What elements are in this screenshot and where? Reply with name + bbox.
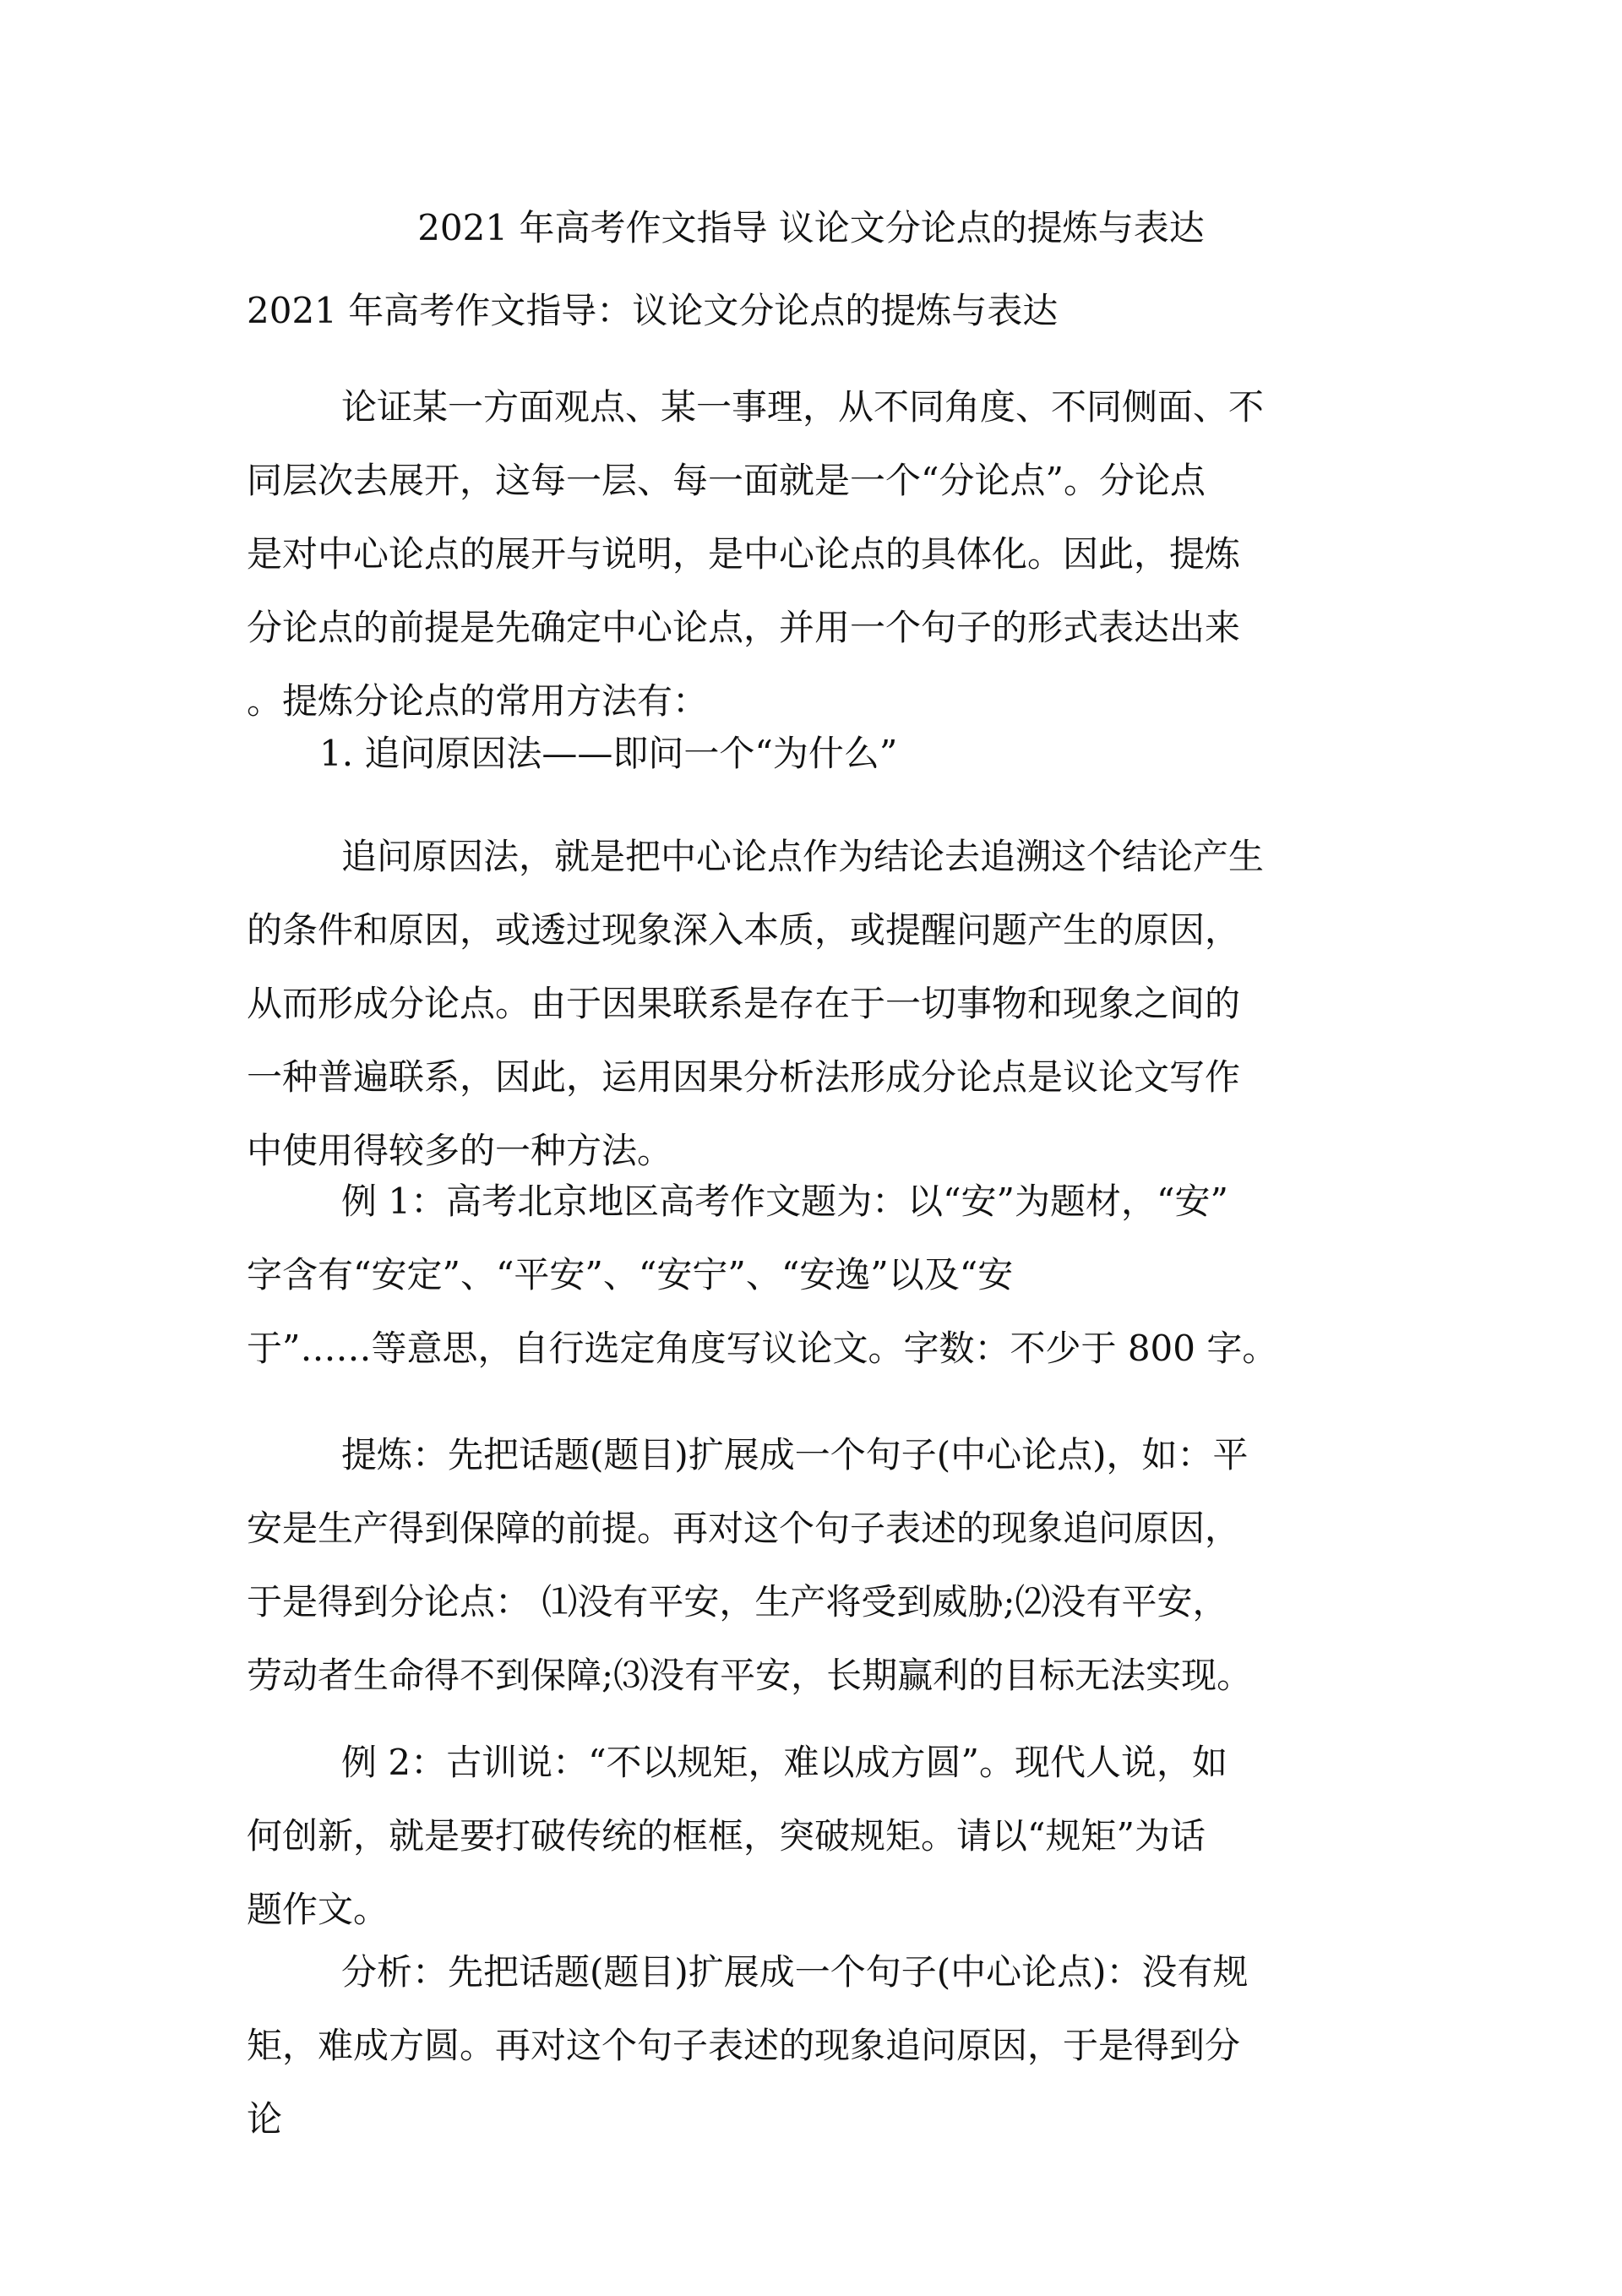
refine-line: 于是得到分论点： ⑴没有平安，生产将受到威胁;⑵没有平安， [247,1581,1228,1622]
example-1-paragraph [247,1164,1358,1385]
intro-line: 。提炼分论点的常用方法有： [247,680,709,722]
method-1-line: 中使用得较多的一种方法。 [247,1130,673,1171]
example-2-line: 例 2：古训说：“不以规矩，难以成方圆”。现代人说，如 [341,1742,1228,1783]
analysis-line: 论 [247,2098,283,2140]
refine-line: 劳动者生命得不到保障;⑶没有平安，长期赢利的目标无法实现。 [247,1655,1253,1696]
intro-paragraph [247,370,1358,738]
analysis-paragraph [247,1935,1358,2156]
method-1-paragraph [247,820,1358,1187]
intro-line: 是对中心论点的展开与说明，是中心论点的具体化。因此，提炼 [247,533,1241,575]
document-title: 2021 年高考作文指导 议论文分论点的提炼与表达 [417,207,1205,248]
document-subtitle: 2021 年高考作文指导：议论文分论点的提炼与表达 [247,290,1059,331]
method-1-line: 一种普遍联系，因此，运用因果分析法形成分论点是议论文写作 [247,1056,1241,1098]
example-2-line: 何创新，就是要打破传统的框框，突破规矩。请以“规矩”为话 [247,1815,1206,1857]
refine-line: 安是生产得到保障的前提。再对这个句子表述的现象追问原因， [247,1508,1241,1549]
refine-paragraph [247,1418,1358,1712]
intro-line: 论证某一方面观点、某一事理，从不同角度、不同侧面、不 [341,386,1265,428]
analysis-line: 矩，难成方圆。再对这个句子表述的现象追问原因，于是得到分 [247,2025,1241,2066]
example-2-paragraph [247,1726,1358,1946]
method-1-line: 追问原因法，就是把中心论点作为结论去追溯这个结论产生 [341,836,1265,877]
analysis-line: 分析：先把话题(题目)扩展成一个句子(中心论点)：没有规 [341,1951,1249,1993]
method-1-line: 从而形成分论点。由于因果联系是存在于一切事物和现象之间的 [247,983,1241,1024]
example-1-line: 例 1：高考北京地区高考作文题为：以“安”为题材，“安” [341,1181,1228,1222]
intro-line: 分论点的前提是先确定中心论点，并用一个句子的形式表达出来 [247,607,1241,648]
example-1-line: 字含有“安定”、“平安”、“安宁”、“安逸”以及“安 [247,1254,1014,1295]
example-1-line: 于”……等意思，自行选定角度写议论文。字数：不少于 800 字。 [247,1328,1278,1369]
method-1-heading: 1. 追问原因法——即问一个“为什么” [319,733,898,774]
example-2-line: 题作文。 [247,1889,389,1930]
method-1-line: 的条件和原因，或透过现象深入本质，或提醒问题产生的原因， [247,909,1241,951]
intro-line: 同层次去展开，这每一层、每一面就是一个“分论点”。分论点 [247,460,1206,501]
refine-line: 提炼：先把话题(题目)扩展成一个句子(中心论点)，如：平 [341,1434,1249,1475]
